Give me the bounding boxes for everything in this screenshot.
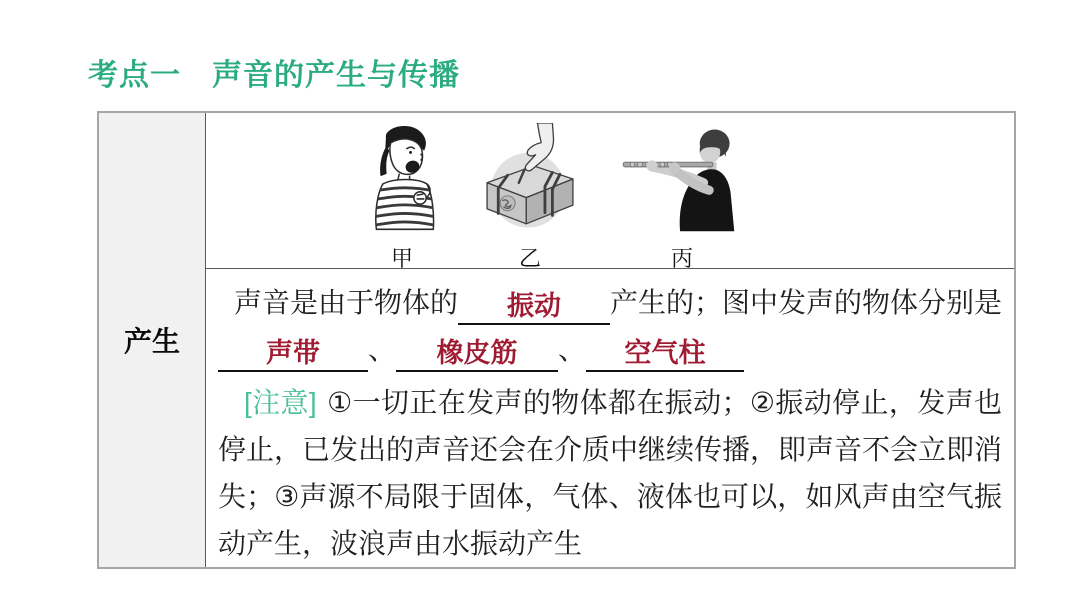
answer-vocal-cords: 声带 [266,338,320,368]
figure-label-yi: 乙 [518,246,541,271]
row-header-label: 产生 [123,326,180,357]
figure-singing-person [354,123,450,273]
blank-air-column [586,334,744,372]
blank-rubber-band [396,334,558,372]
figure-label-bing: 丙 [670,246,693,271]
table-right-column [206,113,1014,567]
sentence-sound-sources [218,326,1002,373]
separator-1: 、 [368,334,397,365]
answer-vibration: 振动 [507,291,562,321]
content-table [97,111,1016,569]
figures-row [206,113,1014,269]
note-paragraph [218,379,1002,567]
note-tag: [注意] [244,387,317,418]
sentence-production [218,279,1002,326]
figure-rubber-band-box [473,123,587,273]
note-text: ①一切正在发声的物体都在振动；②振动停止，发声也停止，已发出的声音还会在介质中继续传播，即声音不会立即消失；③声源不局限于固体，气体、液体也可以，如风声由空气振动产生，波浪声由水振动产生 [218,387,1003,559]
blank-vocal-cords [218,334,368,372]
blank-vibration [458,287,610,325]
page-title: 考点一 声音的产生与传播 [88,59,460,92]
answer-air-column: 空气柱 [624,338,706,368]
rubber-band-box-illustration [473,123,587,235]
figure-flute-player [619,123,745,273]
answer-rubber-band: 橡皮筋 [436,338,518,368]
singing-person-illustration [354,123,450,235]
figure-label-jia: 甲 [390,246,413,271]
flute-player-illustration [619,123,745,235]
answer-text-cell [206,269,1014,567]
row-header-cell [99,113,206,567]
separator-2: 、 [558,334,587,365]
sentence1-post: 产生的；图中发声的物体分别是 [610,287,1003,318]
sentence1-pre: 声音是由于物体的 [234,287,459,318]
